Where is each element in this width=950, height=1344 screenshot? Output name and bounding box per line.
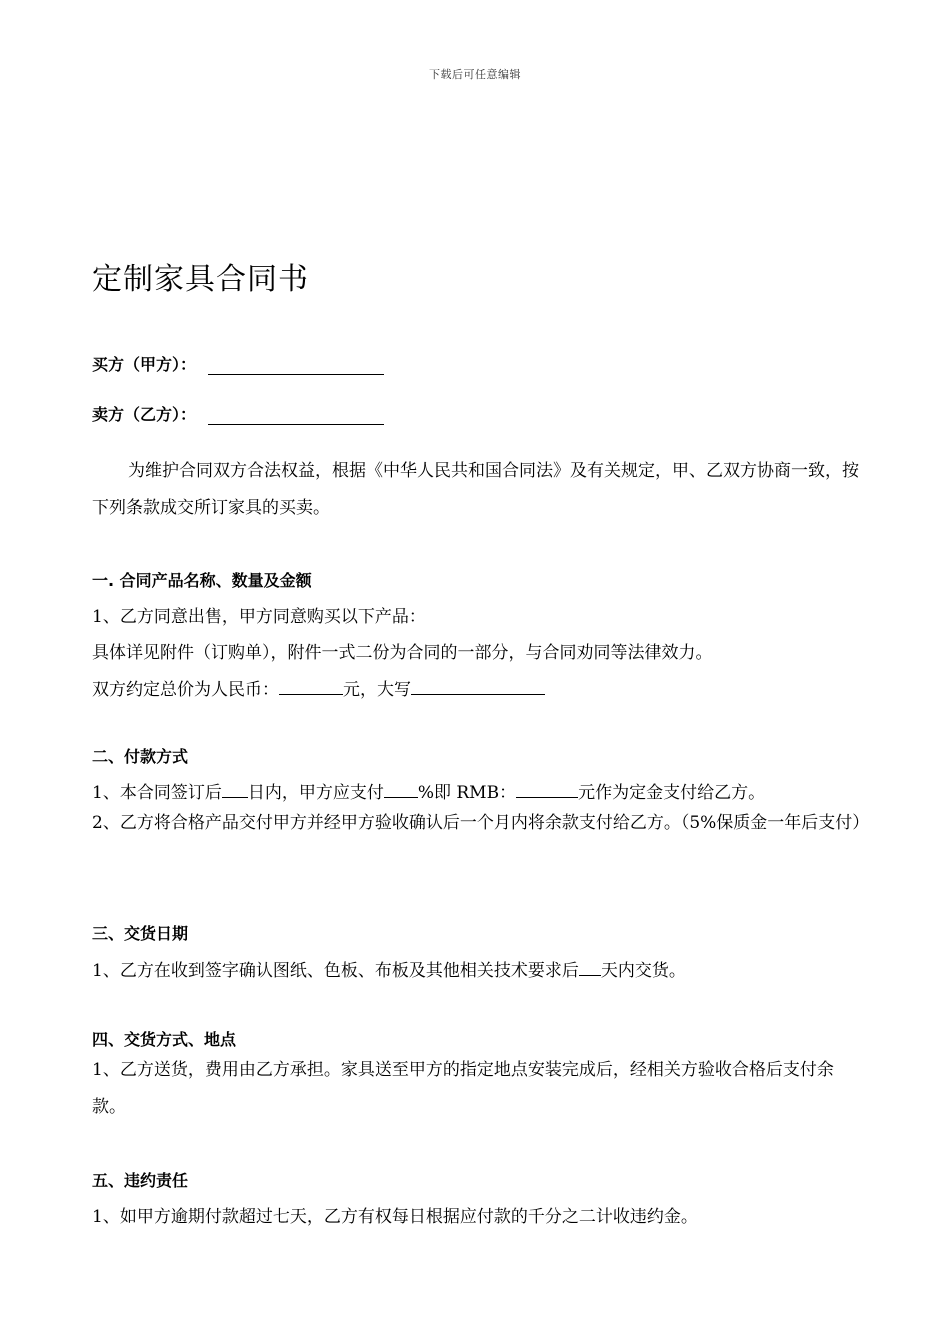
deposit-text-b: 日内，甲方应支付 — [247, 783, 384, 803]
delivery-days-blank — [579, 960, 601, 976]
days-blank — [222, 782, 248, 798]
header-note: 下载后可任意编辑 — [429, 68, 521, 81]
section-1-line-3 — [92, 675, 862, 700]
buyer-label: 买方（甲方）： — [92, 355, 197, 374]
intro-paragraph: 为维护合同双方合法权益，根据《中华人民共和国合同法》及有关规定，甲、乙双方协商一致，按下列条款成交所订家具的买卖。 — [92, 461, 859, 518]
total-price-blank — [279, 679, 343, 695]
section-1-line-1: 1、乙方同意出售，甲方同意购买以下产品： — [92, 607, 426, 627]
section-5-line-1: 1、如甲方逾期付款超过七天，乙方有权每日根据应付款的千分之二计收违约金。 — [92, 1207, 698, 1227]
section-1-heading: 一. 合同产品名称、数量及金额 — [92, 571, 312, 590]
seller-blank — [208, 408, 384, 425]
section-3-heading: 三、交货日期 — [92, 924, 189, 943]
buyer-blank — [208, 358, 384, 375]
section-2-line-2: 2、乙方将合格产品交付甲方并经甲方验收确认后一个月内将余款支付给乙方。（5%保质金一年后支付） — [92, 813, 870, 833]
document-title: 定制家具合同书 — [92, 262, 309, 297]
section-4-line-1: 1、乙方送货，费用由乙方承担。家具送至甲方的指定地点安装完成后，经相关方验收合格后支付余款。 — [92, 1060, 834, 1117]
deposit-text-a: 1、本合同签订后 — [92, 783, 222, 803]
section-5-heading: 五、违约责任 — [92, 1171, 189, 1190]
total-price-suffix: 元，大写 — [343, 680, 411, 700]
total-price-words-blank — [411, 679, 545, 695]
section-4-heading: 四、交货方式、地点 — [92, 1030, 237, 1049]
section-3-line-1 — [92, 956, 862, 981]
delivery-text-b: 天内交货。 — [600, 961, 686, 981]
seller-line — [92, 402, 384, 425]
deposit-text-d: 元作为定金支付给乙方。 — [578, 783, 766, 803]
percent-blank — [384, 782, 418, 798]
deposit-text-c: %即 RMB： — [417, 783, 517, 803]
section-1-line-2: 具体详见附件（订购单），附件一式二份为合同的一部分，与合同劝同等法律效力。 — [92, 643, 713, 663]
total-price-label: 双方约定总价为人民币： — [92, 680, 279, 700]
buyer-line — [92, 352, 384, 375]
delivery-text-a: 1、乙方在收到签字确认图纸、色板、布板及其他相关技术要求后 — [92, 961, 579, 981]
section-2-heading: 二、付款方式 — [92, 747, 189, 766]
seller-label: 卖方（乙方）： — [92, 405, 197, 424]
amount-blank — [516, 782, 578, 798]
section-2-line-1 — [92, 778, 862, 803]
